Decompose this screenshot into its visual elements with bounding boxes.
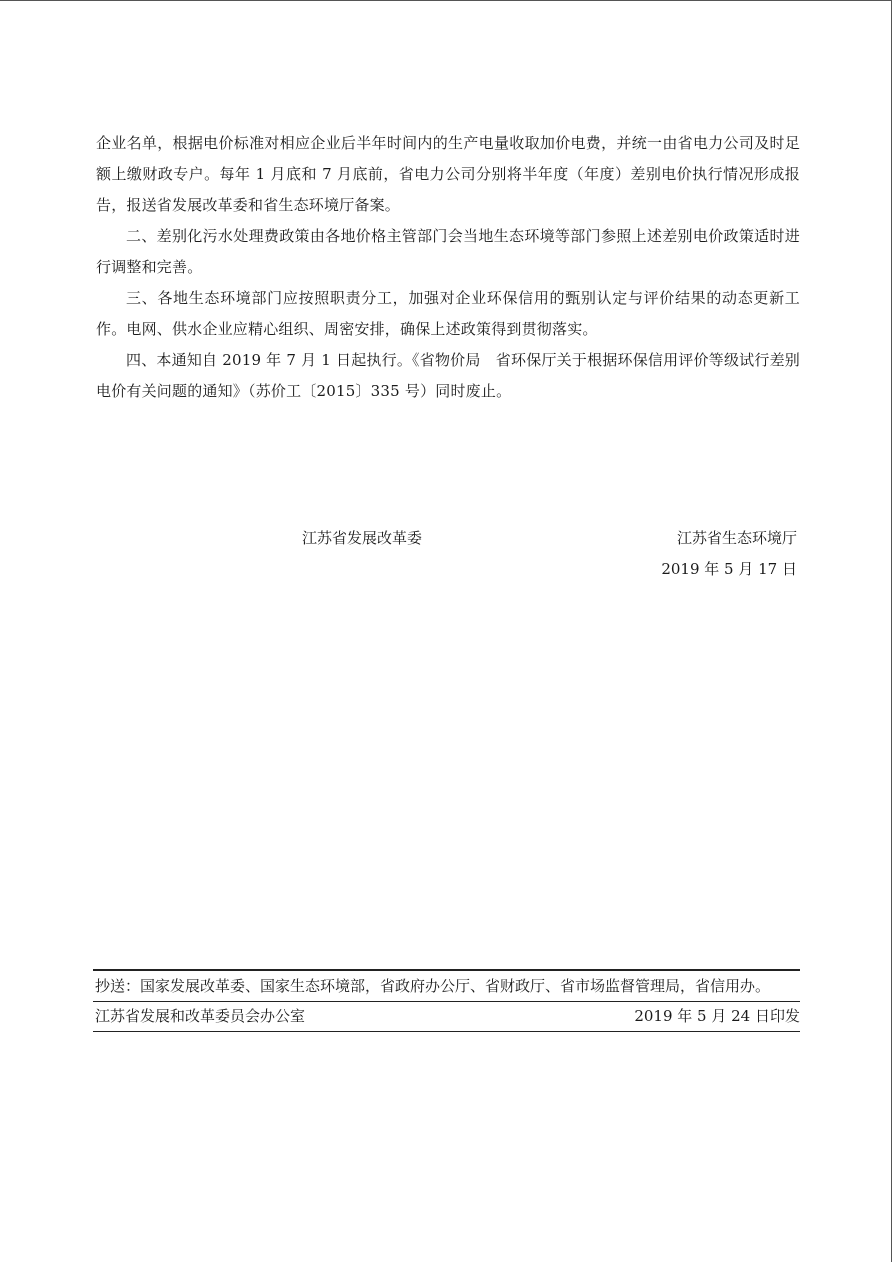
document-body (96, 128, 800, 407)
issuing-office: 江苏省发展和改革委员会办公室 (95, 1006, 306, 1025)
page-top-border (0, 0, 892, 1)
document-footer (93, 969, 800, 1032)
signature-issuer-left: 江苏省发展改革委 (302, 529, 423, 547)
cc-line: 抄送：国家发展改革委、国家生态环境部，省政府办公厅、省财政厅、省市场监督管理局，省信用办。 (95, 976, 771, 995)
paragraph-continuation: 企业名单，根据电价标准对相应企业后半年时间内的生产电量收取加价电费，并统一由省电力公司及时足额上缴财政专户。每年 1 月底和 7 月底前，省电力公司分别将半年度（年度）差别电价执行情况形成报告，报送省发展改革委和省生态环境厅备案。 (96, 134, 800, 214)
paragraph-item-4: 四、本通知自 2019 年 7 月 1 日起执行。《省物价局 省环保厅关于根据环保信用评价等级试行差别电价有关问题的通知》（苏价工〔2015〕335 号）同时废止。 (96, 351, 800, 400)
footer-bottom-rule (93, 1031, 800, 1033)
issue-date: 2019 年 5 月 24 日印发 (634, 1006, 800, 1025)
signature-issuer-right: 江苏省生态环境厅 (676, 529, 797, 547)
paragraph-item-2: 二、差别化污水处理费政策由各地价格主管部门会当地生态环境等部门参照上述差别电价政策适时进行调整和完善。 (96, 227, 800, 276)
issue-line (93, 1002, 800, 1031)
signature-date: 2019 年 5 月 17 日 (661, 560, 797, 578)
paragraph-item-3: 三、各地生态环境部门应按照职责分工，加强对企业环保信用的甄别认定与评价结果的动态更新工作。电网、供水企业应精心组织、周密安排，确保上述政策得到贯彻落实。 (96, 289, 800, 338)
